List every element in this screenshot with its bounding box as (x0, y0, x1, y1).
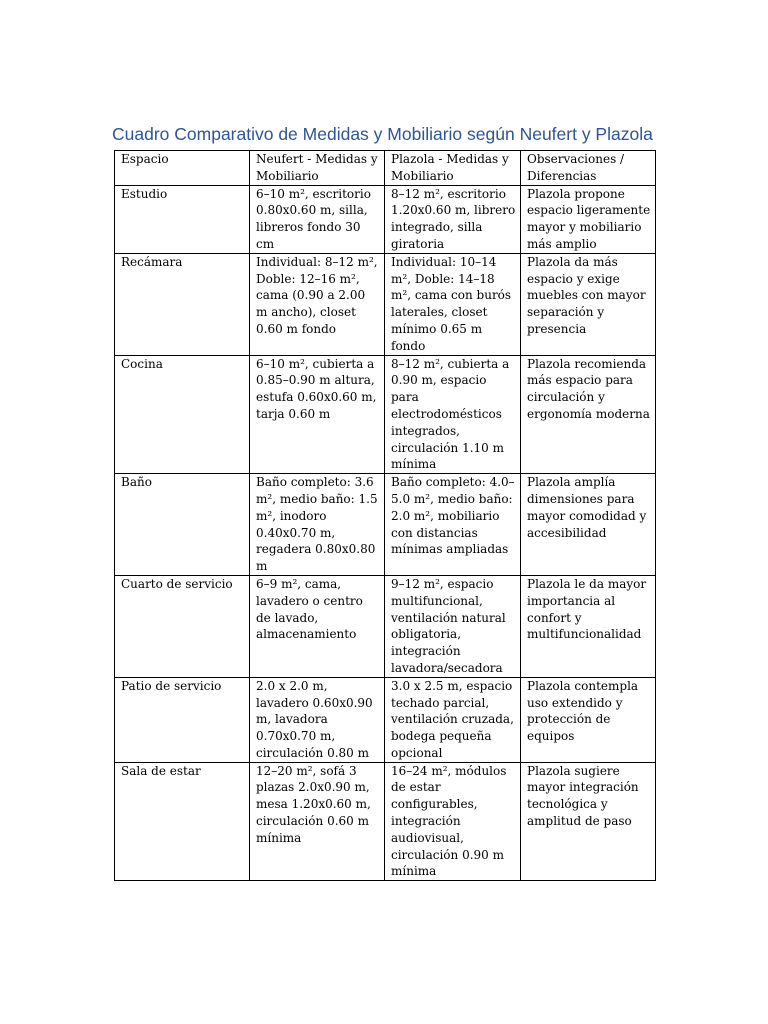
cell-neufert: 6–9 m², cama, lavadero o centro de lavado, almacenamiento (250, 575, 385, 677)
cell-neufert: Individual: 8–12 m², Doble: 12–16 m², cama (0.90 a 2.00 m ancho), closet 0.60 m fondo (250, 253, 385, 355)
table-header-row (115, 151, 656, 186)
cell-neufert: 6–10 m², escritorio 0.80x0.60 m, silla, libreros fondo 30 cm (250, 185, 385, 253)
cell-plazola: Baño completo: 4.0–5.0 m², medio baño: 2.0 m², mobiliario con distancias mínimas ampliadas (385, 474, 521, 576)
comparison-table (114, 150, 656, 881)
cell-espacio: Estudio (115, 185, 250, 253)
table-row (115, 474, 656, 576)
cell-plazola: 9–12 m², espacio multifuncional, ventilación natural obligatoria, integración lavadora/secadora (385, 575, 521, 677)
cell-espacio: Baño (115, 474, 250, 576)
cell-plazola: 3.0 x 2.5 m, espacio techado parcial, ventilación cruzada, bodega pequeña opcional (385, 677, 521, 762)
cell-plazola: 8–12 m², escritorio 1.20x0.60 m, librero integrado, silla giratoria (385, 185, 521, 253)
cell-observaciones: Plazola sugiere mayor integración tecnológica y amplitud de paso (521, 762, 656, 881)
cell-observaciones: Plazola amplía dimensiones para mayor comodidad y accesibilidad (521, 474, 656, 576)
header-cell-observaciones: Observaciones / Diferencias (521, 151, 656, 186)
cell-espacio: Cuarto de servicio (115, 575, 250, 677)
cell-observaciones: Plazola contempla uso extendido y protección de equipos (521, 677, 656, 762)
cell-espacio: Patio de servicio (115, 677, 250, 762)
table-row (115, 185, 656, 253)
table-row (115, 253, 656, 355)
cell-neufert: Baño completo: 3.6 m², medio baño: 1.5 m², inodoro 0.40x0.70 m, regadera 0.80x0.80 m (250, 474, 385, 576)
cell-plazola: Individual: 10–14 m², Doble: 14–18 m², cama con burós laterales, closet mínimo 0.65 m fondo (385, 253, 521, 355)
cell-observaciones: Plazola da más espacio y exige muebles con mayor separación y presencia (521, 253, 656, 355)
cell-observaciones: Plazola propone espacio ligeramente mayor y mobiliario más amplio (521, 185, 656, 253)
cell-neufert: 12–20 m², sofá 3 plazas 2.0x0.90 m, mesa 1.20x0.60 m, circulación 0.60 m mínima (250, 762, 385, 881)
cell-espacio: Recámara (115, 253, 250, 355)
header-cell-espacio: Espacio (115, 151, 250, 186)
cell-neufert: 6–10 m², cubierta a 0.85–0.90 m altura, estufa 0.60x0.60 m, tarja 0.60 m (250, 355, 385, 474)
header-cell-neufert: Neufert - Medidas y Mobiliario (250, 151, 385, 186)
table-row (115, 762, 656, 881)
cell-espacio: Sala de estar (115, 762, 250, 881)
cell-observaciones: Plazola le da mayor importancia al confort y multifuncionalidad (521, 575, 656, 677)
table-row (115, 575, 656, 677)
cell-observaciones: Plazola recomienda más espacio para circulación y ergonomía moderna (521, 355, 656, 474)
cell-espacio: Cocina (115, 355, 250, 474)
cell-plazola: 8–12 m², cubierta a 0.90 m, espacio para electrodomésticos integrados, circulación 1.10 m mínima (385, 355, 521, 474)
table-row (115, 677, 656, 762)
page-title: Cuadro Comparativo de Medidas y Mobiliario según Neufert y Plazola (112, 124, 653, 144)
cell-neufert: 2.0 x 2.0 m, lavadero 0.60x0.90 m, lavadora 0.70x0.70 m, circulación 0.80 m (250, 677, 385, 762)
header-cell-plazola: Plazola - Medidas y Mobiliario (385, 151, 521, 186)
cell-plazola: 16–24 m², módulos de estar configurables, integración audiovisual, circulación 0.90 m mínima (385, 762, 521, 881)
table-row (115, 355, 656, 474)
